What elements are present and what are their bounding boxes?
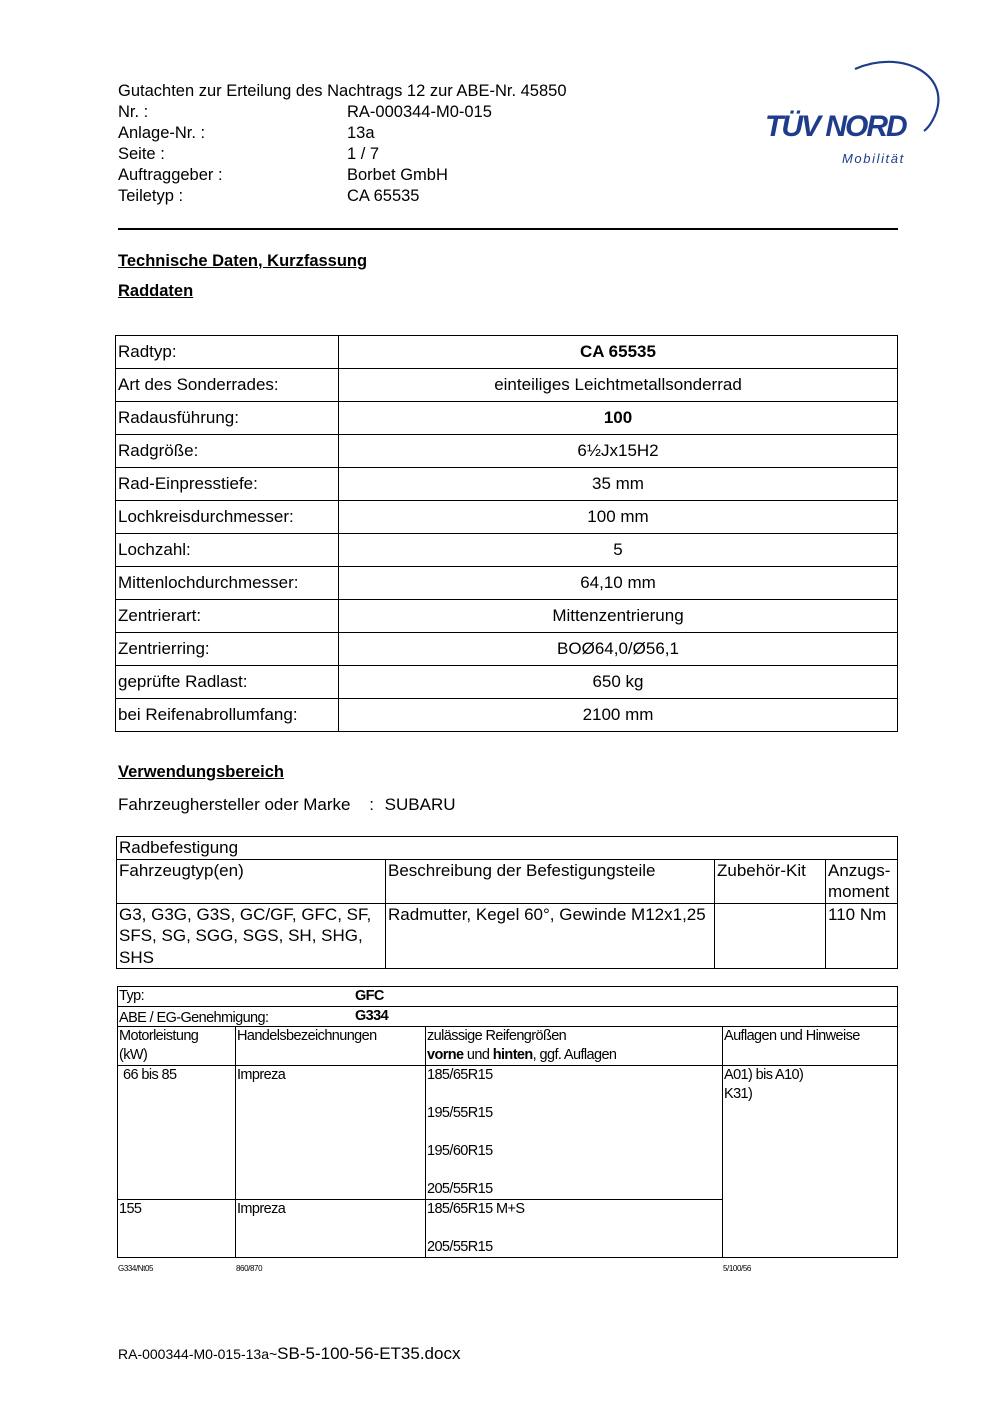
row-label: Lochzahl: [116, 534, 339, 567]
table-row [116, 369, 898, 402]
tire-size: 195/55R15 [427, 1105, 493, 1121]
header-field-auftraggeber [118, 165, 567, 186]
section-usage-heading: Verwendungsbereich [118, 763, 284, 781]
abe-value: G334 [355, 1008, 389, 1024]
fastener-description: Radmutter, Kegel 60°, Gewinde M12x1,25 [386, 903, 715, 969]
table-row [116, 402, 898, 435]
manufacturer-label: Fahrzeughersteller oder Marke [118, 795, 351, 814]
header-reifen-line1: zulässige Reifengrößen [427, 1028, 567, 1044]
footer-big: SB-5-100-56-ET35.docx [277, 1344, 461, 1363]
table-row [118, 987, 898, 1007]
accessory-kit [715, 903, 826, 969]
motor-power: 155 [118, 1200, 236, 1258]
header-anzugsmoment-line2: moment [828, 882, 890, 901]
document-header [118, 81, 567, 207]
row-value: 2100 mm [339, 699, 898, 732]
table-row [116, 567, 898, 600]
row-label: Radtyp: [116, 336, 339, 369]
motor-power-value: 66 bis 85 [123, 1067, 177, 1083]
tire-size: 205/55R15 [427, 1239, 493, 1255]
row-label: geprüfte Radlast: [116, 666, 339, 699]
logo-brand-text: TÜV NORD [765, 110, 906, 143]
tuv-nord-logo [760, 55, 945, 170]
code-typ: 860/870 [236, 1264, 263, 1273]
document-title: Gutachten zur Erteilung des Nachtrags 12 zur ABE-Nr. 45850 [118, 82, 567, 100]
row-label: Rad-Einpresstiefe: [116, 468, 339, 501]
header-field-anlage [118, 123, 567, 144]
footer-filename [118, 1344, 460, 1364]
table-row [116, 633, 898, 666]
field-label: Anlage-Nr. : [118, 124, 206, 142]
field-label: Nr. : [118, 103, 149, 121]
row-value: einteiliges Leichtmetallsonderrad [339, 369, 898, 402]
header-field-nr [118, 102, 567, 123]
table-row [117, 837, 898, 860]
abe-row [118, 1007, 898, 1027]
table-row [116, 666, 898, 699]
row-label: Zentrierart: [116, 600, 339, 633]
header-reifen [426, 1027, 723, 1066]
header-field-seite [118, 144, 567, 165]
row-value: Mittenzentrierung [339, 600, 898, 633]
table-row [116, 600, 898, 633]
header-hinten: hinten [492, 1047, 533, 1063]
header-rest: , ggf. Auflagen [532, 1047, 617, 1063]
row-label: Radgröße: [116, 435, 339, 468]
footer-small: RA-000344-M0-015-13a~ [118, 1346, 278, 1362]
header-field-teiletyp [118, 186, 567, 207]
header-reifen-line2 [427, 1046, 721, 1065]
row-label: bei Reifenabrollumfang: [116, 699, 339, 732]
tire-size: 185/65R15 M+S [427, 1201, 525, 1217]
header-motor-line1: Motorleistung [119, 1028, 199, 1044]
header-auflagen: Auflagen und Hinweise [723, 1027, 898, 1066]
trade-name: Impreza [236, 1066, 426, 1200]
manufacturer-value: SUBARU [384, 795, 456, 814]
field-value: RA-000344-M0-015 [347, 103, 492, 121]
table-header-row [117, 859, 898, 903]
manufacturer-line [118, 795, 456, 815]
header-handel: Handelsbezeichnungen [236, 1027, 426, 1066]
field-label: Teiletyp : [118, 187, 184, 205]
row-value: CA 65535 [339, 336, 898, 369]
row-value: BOØ64,0/Ø56,1 [339, 633, 898, 666]
table-header-row [118, 1027, 898, 1066]
auflagen-item: K31) [724, 1086, 753, 1102]
row-value: 100 [339, 402, 898, 435]
header-motor-line2: (kW) [119, 1047, 148, 1063]
table-row [116, 468, 898, 501]
typ-label: Typ: [119, 988, 144, 1004]
row-label: Zentrierring: [116, 633, 339, 666]
row-value: 64,10 mm [339, 567, 898, 600]
code-abe: G334/Nt05 [118, 1264, 154, 1273]
tire-size: 185/65R15 [427, 1067, 493, 1083]
tire-size: 205/55R15 [427, 1181, 493, 1197]
motor-power [118, 1066, 236, 1200]
field-value: CA 65535 [347, 187, 420, 205]
manufacturer-separator: : [369, 795, 374, 814]
row-label: Lochkreisdurchmesser: [116, 501, 339, 534]
auflagen-item: A01) bis A10) [724, 1067, 804, 1083]
row-value: 100 mm [339, 501, 898, 534]
field-value: 13a [347, 124, 375, 142]
table-row [116, 699, 898, 732]
field-value: 1 / 7 [347, 145, 380, 163]
tire-size: 195/60R15 [427, 1143, 493, 1159]
field-value: Borbet GmbH [347, 166, 448, 184]
table-row [116, 336, 898, 369]
table-row [116, 435, 898, 468]
section-raddaten-heading: Raddaten [118, 282, 194, 300]
section-technical-heading: Technische Daten, Kurzfassung [118, 252, 368, 270]
table-row [117, 903, 898, 969]
table-row [118, 1066, 898, 1200]
logo-sub-text: Mobilität [842, 151, 905, 166]
table-row [116, 501, 898, 534]
row-value: 5 [339, 534, 898, 567]
tire-sizes [426, 1066, 723, 1200]
field-label: Seite : [118, 145, 165, 163]
row-value: 650 kg [339, 666, 898, 699]
befestigung-title: Radbefestigung [117, 837, 898, 860]
row-label: Mittenlochdurchmesser: [116, 567, 339, 600]
trade-name: Impreza [236, 1200, 426, 1258]
typ-table [117, 986, 898, 1258]
header-anzugsmoment-line1: Anzugs- [828, 860, 891, 880]
header-zubehoer: Zubehör-Kit [715, 859, 826, 903]
tightening-torque: 110 Nm [826, 903, 898, 969]
raddaten-table [115, 335, 898, 732]
header-beschreibung: Beschreibung der Befestigungsteile [386, 859, 715, 903]
typ-value: GFC [355, 988, 384, 1004]
auflagen-cell [723, 1066, 898, 1258]
header-motor [118, 1027, 236, 1066]
typ-row [118, 987, 898, 1007]
table-row [116, 534, 898, 567]
field-label: Auftraggeber : [118, 166, 223, 184]
row-value: 6½Jx15H2 [339, 435, 898, 468]
header-divider [118, 228, 898, 230]
row-label: Art des Sonderrades: [116, 369, 339, 402]
code-rad: 5/100/56 [723, 1264, 751, 1273]
radbefestigung-table [116, 836, 898, 969]
table-row [118, 1007, 898, 1027]
header-vorne: vorne [427, 1047, 464, 1063]
header-und: und [463, 1047, 493, 1063]
row-value: 35 mm [339, 468, 898, 501]
tire-sizes [426, 1200, 723, 1258]
row-label: Radausführung: [116, 402, 339, 435]
header-anzugsmoment [826, 859, 898, 903]
abe-label: ABE / EG-Genehmigung: [119, 1010, 269, 1026]
header-fahrzeugtyp: Fahrzeugtyp(en) [117, 859, 386, 903]
vehicle-types: G3, G3G, G3S, GC/GF, GFC, SF, SFS, SG, SGG, SGS, SH, SHG, SHS [117, 903, 386, 969]
